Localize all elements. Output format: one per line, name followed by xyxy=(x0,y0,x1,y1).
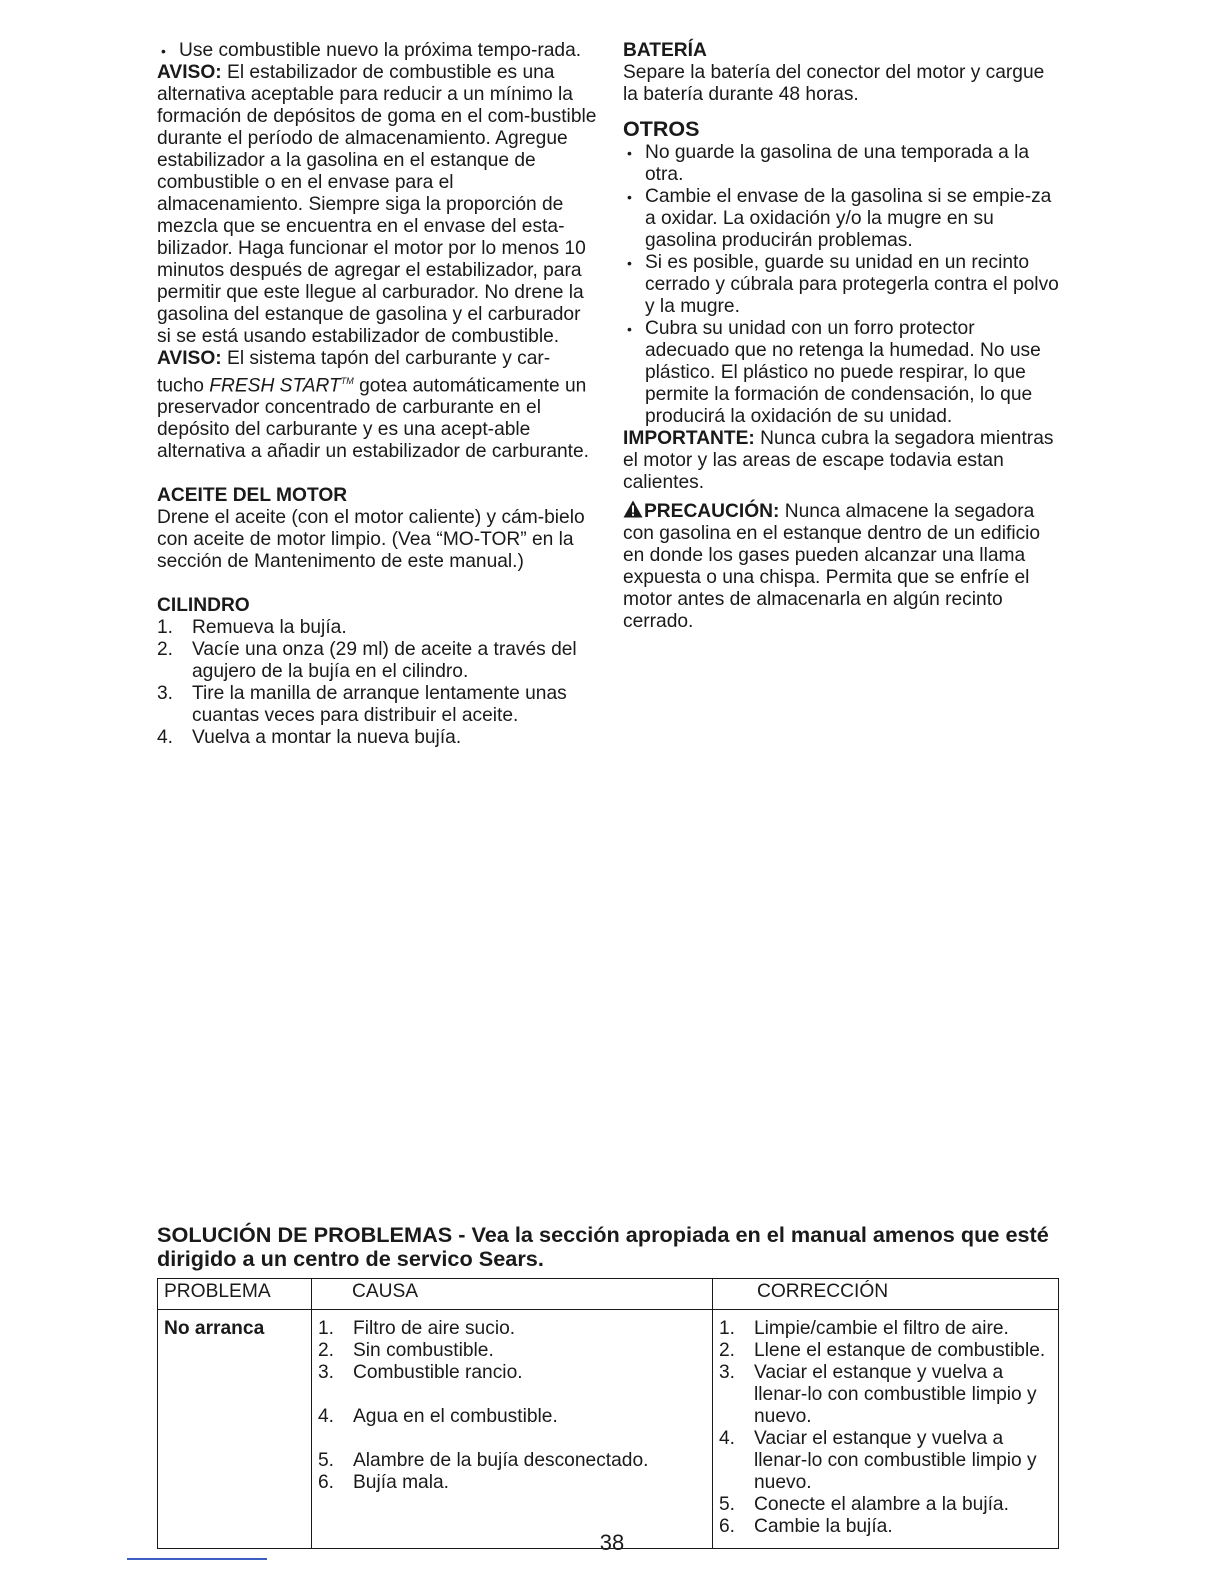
fresh-start-brand: FRESH START xyxy=(209,375,341,397)
step-number: 2. xyxy=(157,639,174,661)
precaucion-text: Nunca almacene la segadora con gasolina en el estanque dentro de un edificio en donde los gases pueden alcanzar una llama expuesta o una chispa. Permita que se enfríe el motor antes de almacenarla en algún recinto cerrado. xyxy=(623,501,1041,632)
step-text: Remueva la bujía. xyxy=(192,617,347,639)
list-item xyxy=(157,727,597,749)
importante-paragraph xyxy=(623,428,1063,494)
step-number: 4. xyxy=(157,727,174,749)
step-text: Vuelva a montar la nueva bujía. xyxy=(192,727,462,749)
bateria-heading: BATERÍA xyxy=(623,40,707,61)
right-column xyxy=(623,40,1063,633)
correccion-list xyxy=(719,1318,1052,1538)
table-row xyxy=(158,1310,1059,1549)
list-spacer xyxy=(318,1428,706,1450)
list-item xyxy=(318,1450,706,1472)
fix-number: 4. xyxy=(719,1428,736,1449)
list-item xyxy=(318,1340,706,1362)
fix-text: Limpie/cambie el filtro de aire. xyxy=(754,1318,1009,1339)
fix-number: 5. xyxy=(719,1494,736,1515)
step-text: Tire la manilla de arranque lentamente unas cuantas veces para distribuir el aceite. xyxy=(192,683,567,727)
cause-text: Filtro de aire sucio. xyxy=(353,1318,516,1339)
list-item xyxy=(318,1406,706,1428)
page-number: 38 xyxy=(599,1530,625,1555)
fix-number: 6. xyxy=(719,1516,736,1537)
table-header-row xyxy=(158,1279,1059,1310)
correccion-cell xyxy=(713,1310,1059,1549)
causa-list xyxy=(318,1318,706,1494)
list-item xyxy=(719,1318,1052,1340)
cause-number: 1. xyxy=(318,1318,335,1339)
cause-text: Combustible rancio. xyxy=(353,1362,523,1383)
footer-divider xyxy=(127,1558,267,1560)
cilindro-steps xyxy=(157,617,597,749)
list-item xyxy=(318,1318,706,1340)
precaucion-paragraph xyxy=(623,500,1063,633)
importante-label: IMPORTANTE: xyxy=(623,428,755,449)
fuel-bullet-list xyxy=(157,40,597,62)
aviso-text-pre: El sistema tapón del carburante y car-tucho xyxy=(157,348,551,397)
fix-text: Cambie la bujía. xyxy=(754,1516,893,1537)
aviso-text-post: gotea automáticamente un preservador concentrado de carburante en el depósito del carburante y es una acept-able alternativa a añadir un estabilizador de carburante. xyxy=(157,375,589,463)
bateria-text: Separe la batería del conector del motor y cargue la batería durante 48 horas. xyxy=(623,62,1045,105)
aviso-text: El estabilizador de combustible es una alternativa aceptable para reducir a un mínimo la formación de depósitos de goma en el com-bustible durante el período de almacenamiento. Agregue estabilizador a la gasolina en el estanque de combustible o en el envase para el almacenamiento. Siempre siga la proporción de mezcla que se encuentra en el envase del esta-bilizador. Haga funcionar el motor por lo menos 10 minutos después de agregar el estabilizador, para permitir que este llegue al carburador. No drene la gasolina del estanque de gasolina y el carburador si se está usando estabilizador de combustible. xyxy=(157,62,597,347)
otros-bullet-list xyxy=(623,142,1063,428)
causa-cell xyxy=(312,1310,713,1549)
aceite-heading: ACEITE DEL MOTOR xyxy=(157,485,348,507)
cilindro-heading: CILINDRO xyxy=(157,595,250,617)
list-item xyxy=(719,1494,1052,1516)
list-item: • Cambie el envase de la gasolina si se empie-za a oxidar. La oxidación y/o la mugre en su gasolina producirán problemas. xyxy=(623,186,1063,252)
list-item xyxy=(719,1362,1052,1428)
warning-triangle-icon xyxy=(623,500,643,518)
cause-text: Sin combustible. xyxy=(353,1340,494,1361)
list-item xyxy=(157,617,597,639)
aceite-text: Drene el aceite (con el motor caliente) y cám-bielo con aceite de motor limpio. (Vea “MO-TOR” en la sección de Mantenimento de este manual.) xyxy=(157,507,585,573)
list-spacer xyxy=(318,1384,706,1406)
cause-text: Alambre de la bujía desconectado. xyxy=(353,1450,649,1471)
fix-text: Llene el estanque de combustible. xyxy=(754,1340,1046,1361)
troubleshooting-table xyxy=(157,1278,1059,1549)
list-item: • Use combustible nuevo la próxima tempo-rada. xyxy=(157,40,597,62)
list-item xyxy=(157,639,597,683)
cause-number: 5. xyxy=(318,1450,335,1471)
aviso-label: AVISO: xyxy=(157,62,222,83)
step-text: Vacíe una onza (29 ml) de aceite a través del agujero de la bujía en el cilindro. xyxy=(192,639,577,683)
fix-text: Conecte el alambre a la bujía. xyxy=(754,1494,1009,1515)
fix-text: Vaciar el estanque y vuelva a llenar-lo con combustible limpio y nuevo. xyxy=(754,1362,1037,1427)
cause-text: Agua en el combustible. xyxy=(353,1406,558,1427)
trademark-mark: TM xyxy=(340,376,354,386)
troubleshooting-title: SOLUCIÓN DE PROBLEMAS - Vea la sección apropiada en el manual amenos que esté dirigido a un centro de servico Sears. xyxy=(157,1222,1049,1271)
fix-number: 3. xyxy=(719,1362,736,1383)
list-item: • Si es posible, guarde su unidad en un recinto cerrado y cúbrala para protegerla contra el polvo y la mugre. xyxy=(623,252,1063,318)
aviso-label: AVISO: xyxy=(157,348,222,369)
list-item: • No guarde la gasolina de una temporada a la otra. xyxy=(623,142,1063,186)
left-column xyxy=(157,40,597,749)
aviso-fresh-start-paragraph xyxy=(157,348,597,463)
precaucion-label: PRECAUCIÓN: xyxy=(644,501,780,522)
header-correccion: CORRECCIÓN xyxy=(713,1279,1059,1310)
importante-text: Nunca cubra la segadora mientras el motor y las areas de escape todavia estan calientes. xyxy=(623,428,1054,493)
cause-number: 6. xyxy=(318,1472,335,1493)
cause-number: 2. xyxy=(318,1340,335,1361)
header-problema: PROBLEMA xyxy=(158,1279,312,1310)
step-number: 3. xyxy=(157,683,174,705)
header-causa: CAUSA xyxy=(312,1279,713,1310)
aviso-stabilizer-paragraph xyxy=(157,62,597,348)
cause-number: 3. xyxy=(318,1362,335,1383)
list-item xyxy=(157,683,597,727)
step-number: 1. xyxy=(157,617,174,639)
cause-number: 4. xyxy=(318,1406,335,1427)
list-item xyxy=(318,1362,706,1384)
fix-text: Vaciar el estanque y vuelva a llenar-lo con combustible limpio y nuevo. xyxy=(754,1428,1037,1493)
fix-number: 1. xyxy=(719,1318,736,1339)
cause-text: Bujía mala. xyxy=(353,1472,449,1493)
list-item: • Cubra su unidad con un forro protector adecuado que no retenga la humedad. No use plástico. El plástico no puede respirar, lo que permite la formación de condensación, lo que producirá la oxidación de su unidad. xyxy=(623,318,1063,428)
list-item xyxy=(719,1428,1052,1494)
otros-heading: OTROS xyxy=(623,117,700,141)
list-item xyxy=(719,1340,1052,1362)
fix-number: 2. xyxy=(719,1340,736,1361)
problem-cell: No arranca xyxy=(158,1310,312,1549)
list-item xyxy=(318,1472,706,1494)
